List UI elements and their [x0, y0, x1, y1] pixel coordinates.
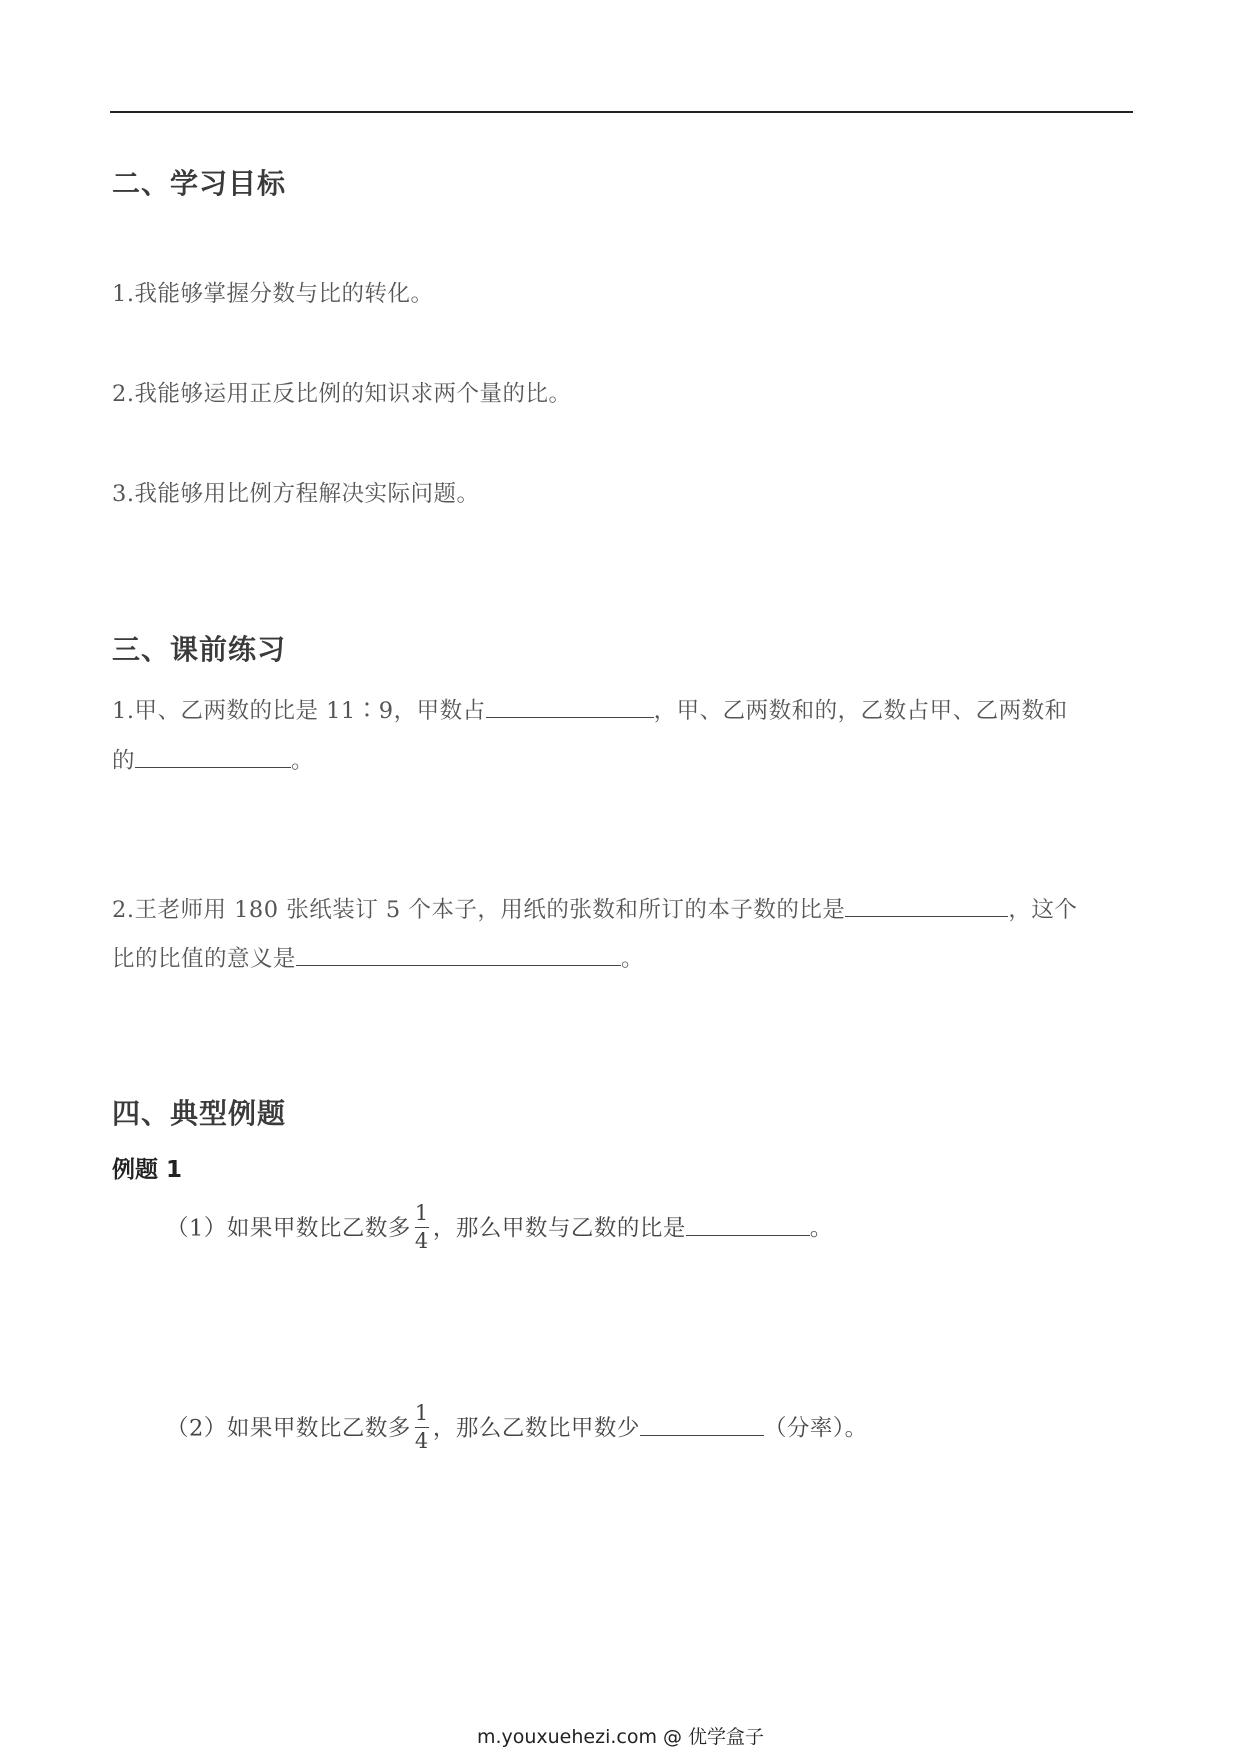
goal-3: 3.我能够用比例方程解决实际问题。: [112, 481, 480, 507]
practice-q2-text-a: 2.王老师用 180 张纸装订 5 个本子，用纸的张数和所订的本子数的比是: [112, 897, 846, 923]
example-q2-prefix: （2）如果甲数比乙数多: [166, 1415, 411, 1442]
footer-watermark: m.youxuehezi.com @ 优学盒子: [476, 1726, 765, 1748]
example-1-title: 例题 1: [112, 1157, 183, 1183]
fraction-numerator: 1: [414, 1401, 429, 1425]
answer-blank[interactable]: [640, 1413, 764, 1436]
practice-q1-text-b: ，甲、乙两数和的，乙数占甲、乙两数和: [653, 698, 1068, 724]
answer-blank[interactable]: [486, 695, 654, 718]
fraction-denominator: 4: [414, 1229, 429, 1253]
practice-q2-text-c: 比的比值的意义是: [112, 946, 297, 972]
example-q1-end: 。: [809, 1215, 833, 1242]
goal-1: 1.我能够掌握分数与比的转化。: [112, 281, 434, 307]
header-rule: [110, 111, 1133, 113]
practice-q1-line1: [112, 693, 1068, 725]
practice-q2-line2: [112, 941, 644, 973]
practice-q1-text-c: 的: [112, 748, 136, 774]
practice-q2-text-b: ，这个: [1008, 897, 1078, 923]
answer-blank[interactable]: [845, 894, 1008, 917]
goal-2: 2.我能够运用正反比例的知识求两个量的比。: [112, 381, 572, 407]
answer-blank[interactable]: [296, 943, 621, 966]
section-3-title: 三、课前练习: [112, 633, 287, 666]
practice-q1-text-a: 1.甲、乙两数的比是 11∶9，甲数占: [112, 698, 486, 724]
practice-q2-text-d: 。: [621, 946, 645, 972]
answer-blank[interactable]: [135, 745, 291, 768]
example-q1-prefix: （1）如果甲数比乙数多: [166, 1215, 411, 1242]
practice-q1-text-d: 。: [291, 748, 315, 774]
section-4-title: 四、典型例题: [112, 1097, 287, 1130]
example-q2-suffix: ，那么乙数比甲数少: [432, 1415, 640, 1442]
example-q1: [166, 1201, 833, 1254]
practice-q1-line2: [112, 743, 314, 775]
answer-blank[interactable]: [686, 1213, 810, 1236]
section-2-title: 二、学习目标: [112, 167, 287, 200]
practice-q2-line1: [112, 892, 1077, 924]
fraction-one-quarter: [415, 1403, 429, 1452]
example-q2-end: （分率）。: [763, 1415, 868, 1442]
fraction-one-quarter: [415, 1203, 429, 1252]
fraction-numerator: 1: [414, 1201, 429, 1225]
fraction-denominator: 4: [414, 1429, 429, 1453]
example-q1-suffix: ，那么甲数与乙数的比是: [432, 1215, 686, 1242]
example-q2: [166, 1401, 868, 1454]
